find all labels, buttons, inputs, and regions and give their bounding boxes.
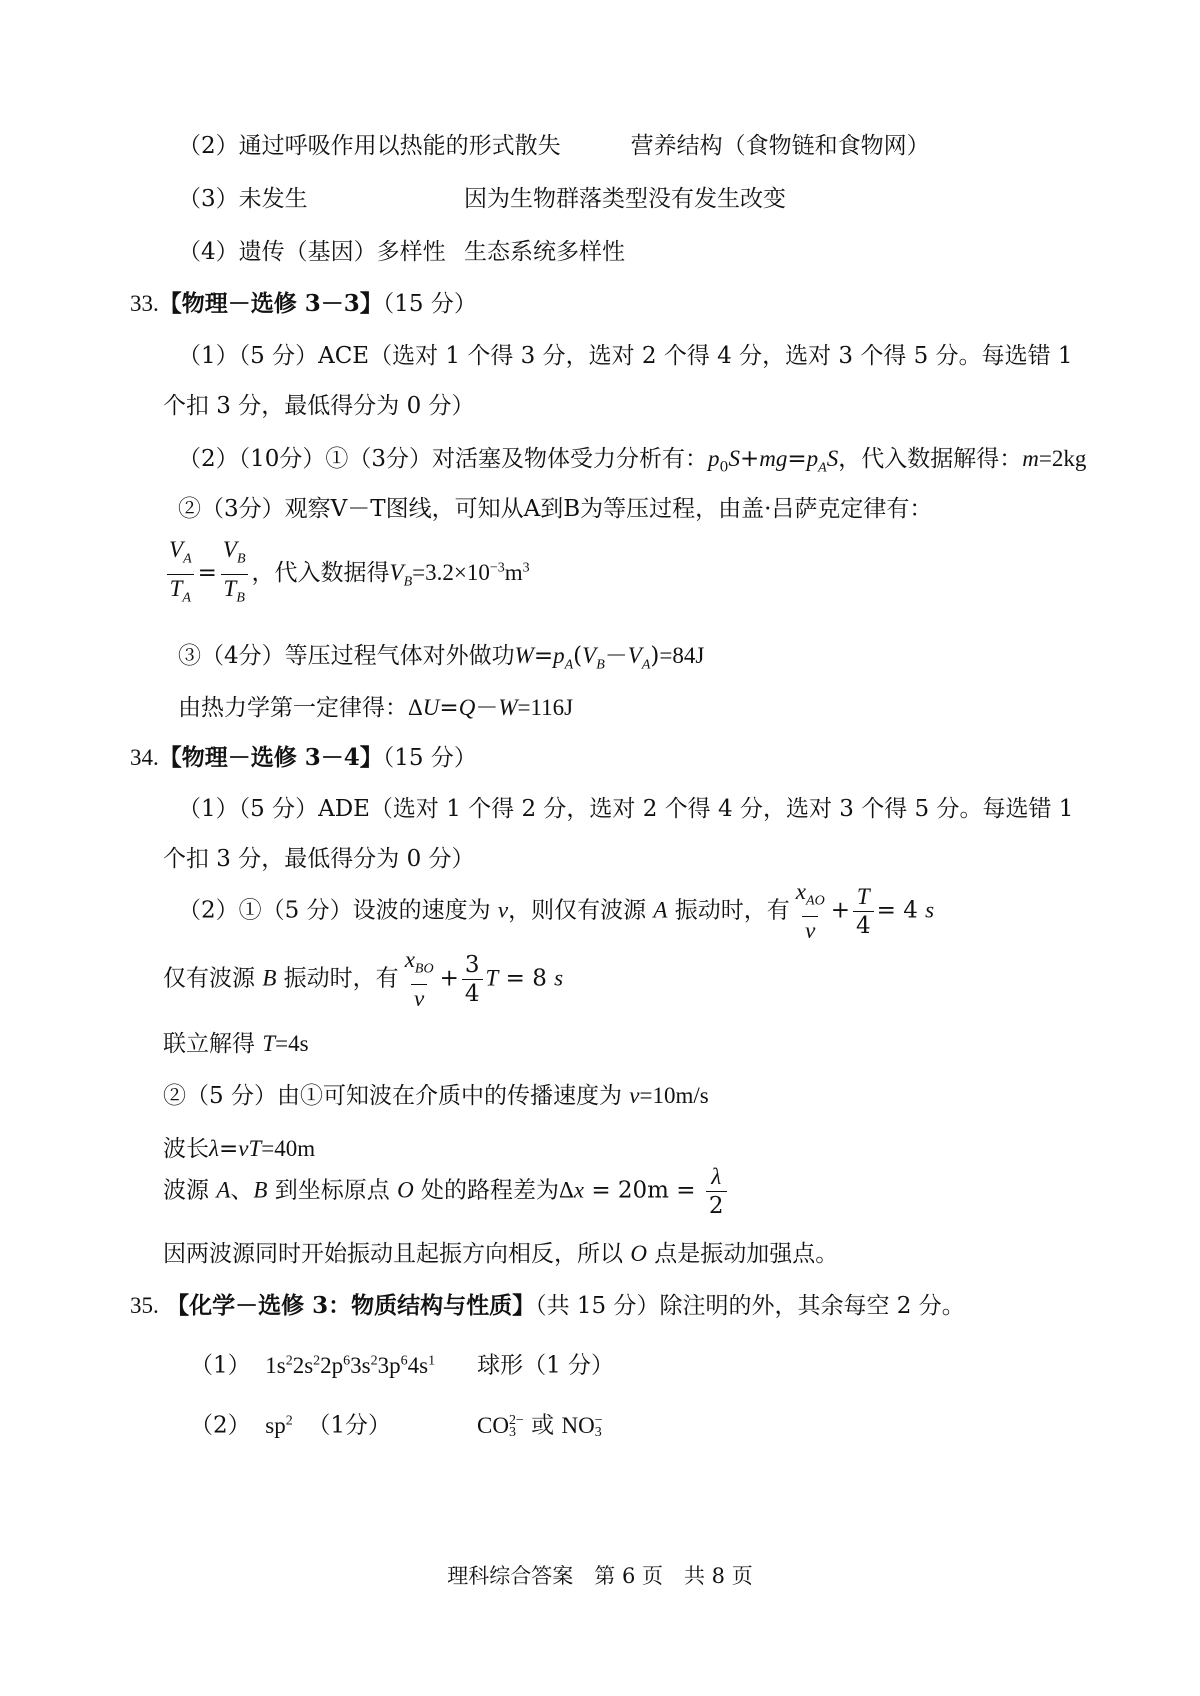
q33-part2-step2: ②（3分）观察V－T图线，可知从A到B为等压过程，由盖·吕萨克定律有： (178, 496, 933, 522)
q33-part1-cont: 个扣 3 分，最低得分为 0 分） (163, 393, 475, 419)
q34-part1-cont: 个扣 3 分，最低得分为 0 分） (163, 846, 475, 872)
q34-heading: 34.【物理－选修 3－4】（15 分） (130, 744, 477, 771)
bio-answer-4-part1: （4）遗传（基因）多样性 (178, 239, 446, 265)
q33-part2-step3: ③（4分）等压过程气体对外做功$W=p_A(V_B-V_A)=84J$ (178, 643, 705, 673)
q33-part1: （1）（5 分）ACE（选对 1 个得 3 分，选对 2 个得 4 分，选对 3 个得 5 分。每选错 1 (178, 343, 1073, 369)
bio-answer-2-part2: 营养结构（食物链和食物网） (630, 133, 930, 159)
q34-wavelength: 波长λ=vT=40m (163, 1136, 316, 1162)
q34-conclusion: 因两波源同时开始振动且起振方向相反，所以 O 点是振动加强点。 (163, 1241, 839, 1267)
q35-answer-1: （1） $1s^22s^22p^63s^23p^64s^1$ 球形（1 分） (190, 1352, 615, 1379)
q33-gay-lussac-equation: $\frac{V_A}{T_A}$ = $\frac{V_B}{T_B}$ ，代入数据得$V_B=3.2\times 10^{-3}m^3$ (163, 536, 530, 612)
q35-note: （共 15 分）除注明的外，其余每空 2 分。 (535, 1293, 965, 1319)
page-footer: 理科综合答案 第 6 页 共 8 页 (447, 1564, 753, 1588)
q33-heading: 33.【物理－选修 3－3】（15 分） (130, 290, 477, 317)
q34-path-difference: 波源 A、B 到坐标原点 O 处的路程差为Δx = 20m = $\frac{\lambda}{2}$ (163, 1163, 730, 1220)
q33-part2: （2）（10分）①（3分）对活塞及物体受力分析有：$p_0S+mg=p_AS$，代入数据解得：m=2kg (178, 446, 1087, 476)
bio-answer-2-part1: （2）通过呼吸作用以热能的形式散失 (178, 133, 561, 159)
q34-score: （15 分） (382, 745, 477, 771)
bio-answer-3-part1: （3）未发生 (178, 186, 308, 212)
bio-answer-2 (178, 130, 930, 162)
bio-answer-4-part2: 生态系统多样性 (464, 239, 625, 265)
q33-score: （15 分） (382, 291, 477, 317)
q35-title: 【化学－选修 3：物质结构与性质】 (166, 1292, 536, 1319)
q34-title: 【物理－选修 3－4】 (158, 744, 383, 771)
q34-part2-step2: ②（5 分）由①可知波在介质中的传播速度为 v=10m/s (163, 1083, 709, 1109)
q33-first-law: 由热力学第一定律得：ΔU=Q－W=116J (178, 695, 574, 721)
q35-answer-2: （2） $sp^2$ （1分） CO 2− 3 或 NO − 3 (190, 1412, 603, 1441)
q34-part2-eq1: （2）①（5 分）设波的速度为 v，则仅有波源 A 振动时，有 $\frac{x_{AO}}{v}$ + $\frac{T}{4}$ = 4 s (178, 879, 935, 943)
bio-answer-3 (178, 183, 786, 215)
q33-title: 【物理－选修 3－3】 (158, 290, 383, 317)
bio-answer-4 (178, 236, 625, 268)
q34-part1: （1）（5 分）ADE（选对 1 个得 2 分，选对 2 个得 4 分，选对 3 个得 5 分。每选错 1 (178, 796, 1074, 822)
q34-solve-T: 联立解得 T=4s (163, 1031, 309, 1057)
bio-answer-3-part2: 因为生物群落类型没有发生改变 (464, 186, 786, 212)
q34-part2-eq2: 仅有波源 B 振动时，有 $\frac{x_{BO}}{v}$ + $\frac{3}{4}$ T = 8 s (163, 947, 564, 1011)
q35-heading: 35. 【化学－选修 3：物质结构与性质】（共 15 分）除注明的外，其余每空 2 分。 (130, 1292, 965, 1319)
